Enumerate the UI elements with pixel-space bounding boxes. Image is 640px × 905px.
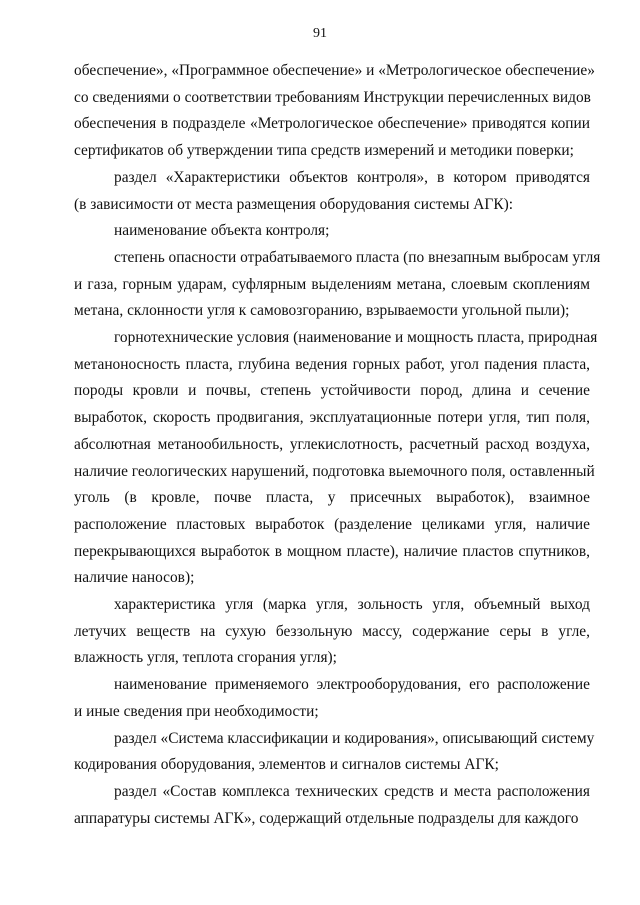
text-line: аппаратуры системы АГК», содержащий отдельные подразделы для каждого: [74, 809, 579, 827]
text-line: перекрывающихся выработок в мощном пласте), наличие пластов спутников,: [74, 542, 590, 560]
text-line: и иные сведения при необходимости;: [74, 702, 319, 720]
text-line: летучих веществ на сухую беззольную массу, содержание серы в угле,: [74, 622, 590, 640]
text-line: со сведениями о соответствии требованиям Инструкции перечисленных видов: [74, 88, 591, 106]
text-line: обеспечения в подразделе «Метрологическое обеспечение» приводятся копии: [74, 115, 590, 133]
text-line: абсолютная метанообильность, углекислотность, расчетный расход воздуха,: [74, 435, 590, 453]
paragraph: [74, 245, 601, 325]
text-line: степень опасности отрабатываемого пласта (по внезапным выбросам угля: [114, 248, 601, 266]
paragraph: [74, 58, 595, 165]
paragraph: [74, 592, 590, 672]
text-line: раздел «Характеристики объектов контроля», в котором приводятся: [114, 168, 590, 186]
text-line: наименование объекта контроля;: [114, 222, 330, 240]
paragraph: [74, 325, 598, 592]
text-line: кодирования оборудования, элементов и сигналов системы АГК;: [74, 756, 499, 774]
document-body: [74, 58, 601, 832]
text-line: метаноносность пласта, глубина ведения горных работ, угол падения пласта,: [74, 355, 590, 373]
text-line: горнотехнические условия (наименование и мощность пласта, природная: [114, 329, 598, 347]
text-line: породы кровли и почвы, степень устойчивости пород, длина и сечение: [74, 382, 590, 400]
text-line: наименование применяемого электрооборудования, его расположение: [114, 676, 590, 694]
paragraph: [74, 726, 595, 779]
text-line: наличие наносов);: [74, 569, 195, 587]
text-line: метана, склонности угля к самовозгоранию, взрываемости угольной пыли);: [74, 302, 570, 320]
paragraph: [74, 779, 590, 832]
text-line: сертификатов об утверждении типа средств измерений и методики поверки;: [74, 142, 574, 160]
text-line: характеристика угля (марка угля, зольность угля, объемный выход: [114, 596, 590, 614]
text-line: наличие геологических нарушений, подготовка выемочного поля, оставленный: [74, 462, 595, 480]
text-line: раздел «Система классификации и кодирования», описывающий систему: [114, 729, 595, 747]
page-number: 91: [313, 26, 327, 41]
text-line: обеспечение», «Программное обеспечение» и «Метрологическое обеспечение»: [74, 62, 595, 79]
text-line: раздел «Состав комплекса технических средств и места расположения: [114, 782, 590, 800]
text-line: расположение пластовых выработок (разделение целиками угля, наличие: [74, 515, 590, 533]
text-line: (в зависимости от места размещения оборудования системы АГК):: [74, 195, 513, 213]
paragraph: [74, 672, 590, 725]
text-line: и газа, горным ударам, суфлярным выделениям метана, слоевым скоплениям: [74, 275, 590, 293]
text-line: уголь (в кровле, почве пласта, у присечных выработок), взаимное: [74, 489, 590, 507]
text-line: выработок, скорость продвигания, эксплуатационные потери угля, тип поля,: [74, 409, 590, 427]
paragraph: [74, 218, 590, 245]
paragraph: [74, 165, 590, 218]
text-line: влажность угля, теплота сгорания угля);: [74, 649, 337, 667]
